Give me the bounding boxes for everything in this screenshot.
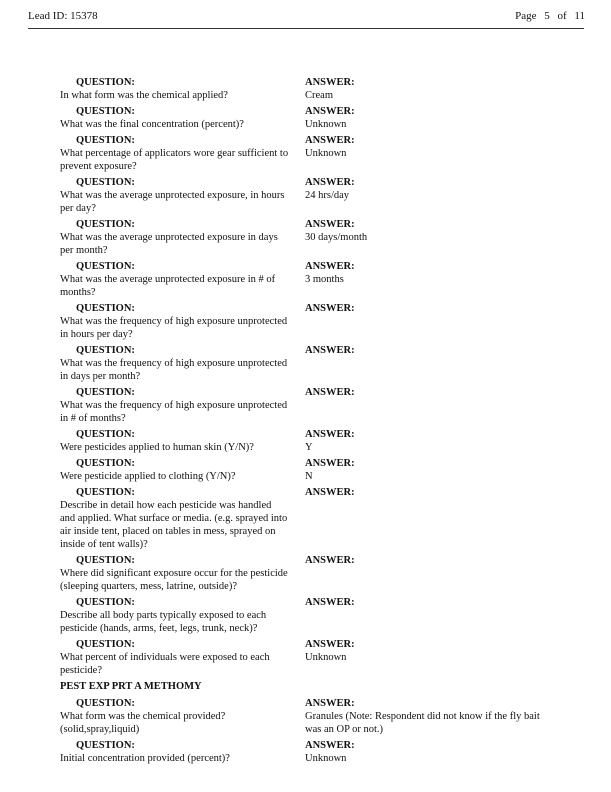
qa-block	[60, 457, 583, 483]
question-label: QUESTION:	[76, 740, 135, 751]
answer-text: Y	[305, 442, 313, 453]
answer-label: ANSWER:	[305, 639, 355, 650]
question-text: Were pesticide applied to clothing (Y/N)?	[60, 471, 236, 482]
qa-block	[60, 218, 583, 257]
answer-text	[305, 357, 583, 383]
question-text: What was the frequency of high exposure unprotected in # of months?	[60, 400, 288, 424]
question-text: Initial concentration provided (percent)?	[60, 753, 230, 764]
answer-label: ANSWER:	[305, 106, 355, 117]
answer-label: ANSWER:	[305, 487, 355, 498]
answer-label: ANSWER:	[305, 261, 355, 272]
question-text: What was the average unprotected exposure, in hours per day?	[60, 190, 285, 214]
answer-text: Unknown	[305, 119, 347, 130]
answer-label: ANSWER:	[305, 345, 355, 356]
question-label: QUESTION:	[76, 639, 135, 650]
answer-text: Unknown	[305, 148, 347, 159]
answer-text	[305, 609, 583, 635]
answer-label: ANSWER:	[305, 219, 355, 230]
qa-block	[60, 76, 583, 102]
qa-block	[60, 428, 583, 454]
lead-id: Lead ID: 15378	[28, 10, 98, 22]
qa-block	[60, 134, 583, 173]
qa-block	[60, 596, 583, 635]
question-label: QUESTION:	[76, 387, 135, 398]
answer-label: ANSWER:	[305, 77, 355, 88]
question-label: QUESTION:	[76, 429, 135, 440]
question-label: QUESTION:	[76, 135, 135, 146]
question-text: What form was the chemical provided?(solid,spray,liquid)	[60, 711, 226, 735]
qa-block	[60, 739, 583, 765]
question-label: QUESTION:	[76, 458, 135, 469]
question-text: Describe in detail how each pesticide was handled and applied. What surface or media. (e.g. sprayed into air inside tent, placed on tables in mess, sprayed on inside of tent walls)?	[60, 500, 288, 550]
question-text: What percent of individuals were exposed to each pesticide?	[60, 652, 270, 676]
answer-label: ANSWER:	[305, 387, 355, 398]
answer-label: ANSWER:	[305, 135, 355, 146]
header-rule	[28, 28, 584, 29]
answer-text: 30 days/month	[305, 232, 368, 243]
qa-block	[60, 386, 583, 425]
answer-text: Cream	[305, 90, 333, 101]
qa-block	[60, 260, 583, 299]
qa-block	[60, 638, 583, 677]
question-text: Describe all body parts typically exposed to each pesticide (hands, arms, feet, legs, trunk, neck)?	[60, 610, 267, 634]
answer-text	[305, 499, 583, 551]
question-text: What was the average unprotected exposure in days per month?	[60, 232, 278, 256]
answer-label: ANSWER:	[305, 177, 355, 188]
answer-label: ANSWER:	[305, 303, 355, 314]
question-text: Where did significant exposure occur for the pesticide (sleeping quarters, mess, latrine, outside)?	[60, 568, 288, 592]
document-header	[28, 10, 585, 22]
question-label: QUESTION:	[76, 555, 135, 566]
answer-text: 3 months	[305, 274, 344, 285]
qa-block	[60, 344, 583, 383]
answer-text: N	[305, 471, 313, 482]
question-label: QUESTION:	[76, 219, 135, 230]
answer-label: ANSWER:	[305, 429, 355, 440]
page-number: Page 5 of 11	[515, 10, 585, 22]
answer-text: Unknown	[305, 652, 347, 663]
answer-label: ANSWER:	[305, 458, 355, 469]
qa-block	[60, 176, 583, 215]
answer-label: ANSWER:	[305, 597, 355, 608]
answer-label: ANSWER:	[305, 698, 355, 709]
question-label: QUESTION:	[76, 345, 135, 356]
answer-text	[305, 399, 583, 425]
question-text: What was the frequency of high exposure unprotected in hours per day?	[60, 316, 288, 340]
qa-list	[60, 76, 583, 768]
question-text: Were pesticides applied to human skin (Y/N)?	[60, 442, 254, 453]
answer-text: 24 hrs/day	[305, 190, 350, 201]
question-text: What percentage of applicators wore gear sufficient to prevent exposure?	[60, 148, 289, 172]
question-label: QUESTION:	[76, 303, 135, 314]
question-label: QUESTION:	[76, 261, 135, 272]
question-label: QUESTION:	[76, 597, 135, 608]
question-label: QUESTION:	[76, 177, 135, 188]
question-label: QUESTION:	[76, 106, 135, 117]
qa-block	[60, 554, 583, 593]
qa-block	[60, 302, 583, 341]
question-text: What was the average unprotected exposure in # of months?	[60, 274, 276, 298]
answer-text: Granules (Note: Respondent did not know if the fly bait was an OP or not.)	[305, 711, 540, 735]
answer-label: ANSWER:	[305, 740, 355, 751]
answer-text	[305, 567, 583, 593]
question-text: In what form was the chemical applied?	[60, 90, 228, 101]
question-label: QUESTION:	[76, 77, 135, 88]
answer-text: Unknown	[305, 753, 347, 764]
answer-text	[305, 315, 583, 341]
section-header: PEST EXP PRT A METHOMY	[60, 681, 202, 692]
question-label: QUESTION:	[76, 698, 135, 709]
qa-block	[60, 105, 583, 131]
answer-label: ANSWER:	[305, 555, 355, 566]
question-text: What was the frequency of high exposure unprotected in days per month?	[60, 358, 288, 382]
qa-block	[60, 486, 583, 551]
question-text: What was the final concentration (percent)?	[60, 119, 244, 130]
qa-block	[60, 697, 583, 736]
question-label: QUESTION:	[76, 487, 135, 498]
